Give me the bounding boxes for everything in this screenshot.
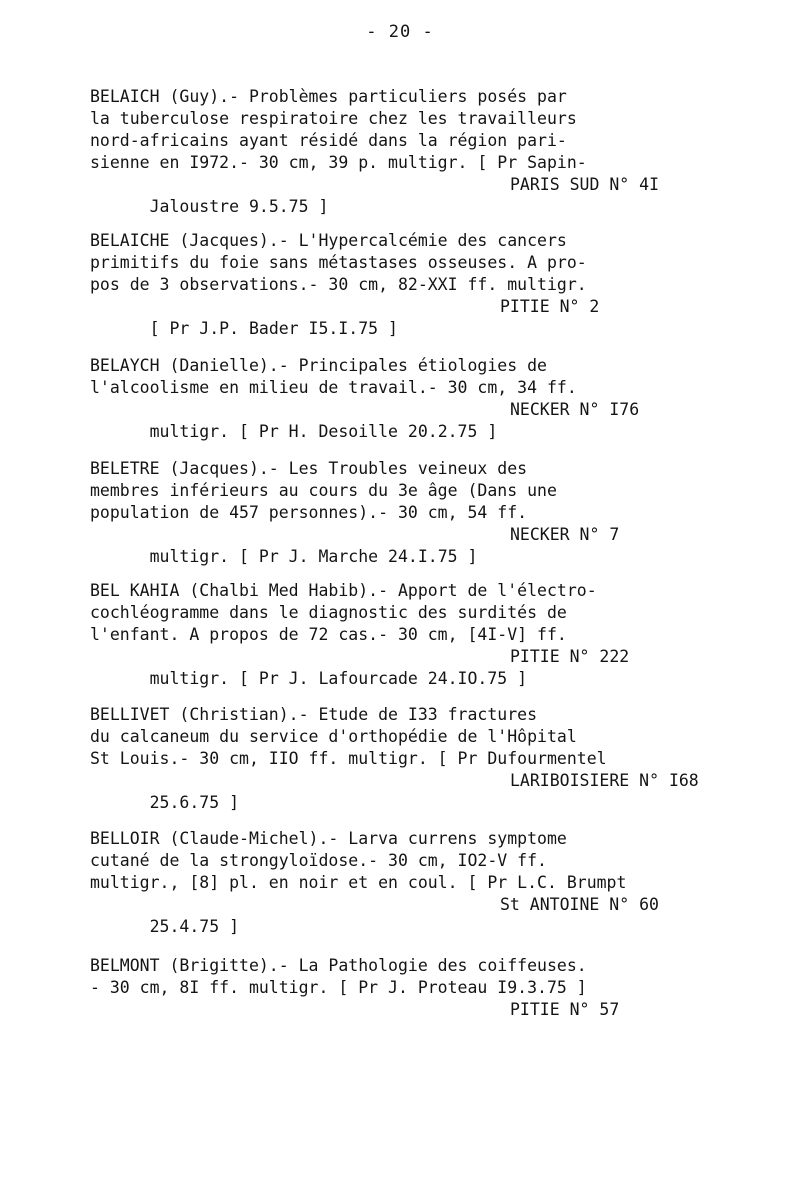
entry-location: PITIE N° 2: [500, 297, 600, 316]
entry-line: BELLIVET (Christian).- Etude de I33 fractures: [90, 705, 538, 724]
entry-location: PARIS SUD N° 4I: [510, 175, 660, 194]
entry-text: multigr. [ Pr J. Lafourcade 24.IO.75 ]: [149, 669, 528, 688]
entry-last-line: [90, 399, 730, 441]
entry-line: cochléogramme dans le diagnostic des surdités de: [90, 603, 567, 622]
entry-line: l'enfant. A propos de 72 cas.- 30 cm, [4I-V] ff.: [90, 625, 567, 644]
entry-last-line: [90, 646, 730, 688]
bibliography-entry: [90, 828, 730, 936]
entry-line: sienne en I972.- 30 cm, 39 p. multigr. [ Pr Sapin-: [90, 153, 587, 172]
entry-line: population de 457 personnes).- 30 cm, 54 ff.: [90, 503, 528, 522]
entry-line: BELMONT (Brigitte).- La Pathologie des coiffeuses.: [90, 956, 587, 975]
bibliography-entry: [90, 355, 730, 441]
entry-last-line: [90, 999, 730, 1021]
entry-line: pos de 3 observations.- 30 cm, 82-XXI ff. multigr.: [90, 275, 587, 294]
entry-line: membres inférieurs au cours du 3e âge (Dans une: [90, 481, 557, 500]
entry-text: Jaloustre 9.5.75 ]: [149, 197, 329, 216]
entry-text: [ Pr J.P. Bader I5.I.75 ]: [149, 319, 398, 338]
entry-line: nord-africains ayant résidé dans la région pari-: [90, 131, 567, 150]
entry-line: BEL KAHIA (Chalbi Med Habib).- Apport de l'électro-: [90, 581, 597, 600]
entry-location: St ANTOINE N° 60: [500, 895, 659, 914]
entry-location: LARIBOISIERE N° I68: [510, 771, 699, 790]
entry-line: multigr., [8] pl. en noir et en coul. [ Pr L.C. Brumpt: [90, 873, 627, 892]
bibliography-entry: [90, 458, 730, 566]
entry-line: BELETRE (Jacques).- Les Troubles veineux des: [90, 459, 528, 478]
bibliography-entry: [90, 580, 730, 688]
bibliography-entry: [90, 955, 730, 1021]
entry-line: BELAICH (Guy).- Problèmes particuliers posés par: [90, 87, 567, 106]
entry-line: - 30 cm, 8I ff. multigr. [ Pr J. Proteau I9.3.75 ]: [90, 978, 587, 997]
entry-last-line: [90, 770, 730, 812]
entry-text: 25.6.75 ]: [149, 793, 240, 812]
bibliography-entry: [90, 230, 730, 338]
entry-line: l'alcoolisme en milieu de travail.- 30 cm, 34 ff.: [90, 378, 577, 397]
entry-line: du calcaneum du service d'orthopédie de l'Hôpital: [90, 727, 577, 746]
page-number: - 20 -: [366, 22, 434, 42]
entry-line: la tuberculose respiratoire chez les travailleurs: [90, 109, 577, 128]
entry-line: BELLOIR (Claude-Michel).- Larva currens symptome: [90, 829, 567, 848]
entry-text: 25.4.75 ]: [149, 917, 240, 936]
entry-line: BELAICHE (Jacques).- L'Hypercalcémie des cancers: [90, 231, 567, 250]
entry-text: multigr. [ Pr J. Marche 24.I.75 ]: [149, 547, 478, 566]
entry-line: cutané de la strongyloïdose.- 30 cm, IO2-V ff.: [90, 851, 547, 870]
entry-location: NECKER N° 7: [510, 525, 620, 544]
entry-line: primitifs du foie sans métastases osseuses. A pro-: [90, 253, 587, 272]
entry-last-line: [90, 894, 730, 936]
entry-location: NECKER N° I76: [510, 400, 640, 419]
entry-line: St Louis.- 30 cm, IIO ff. multigr. [ Pr Dufourmentel: [90, 749, 607, 768]
entry-last-line: [90, 174, 730, 216]
entry-last-line: [90, 296, 730, 338]
entry-location: PITIE N° 222: [510, 647, 630, 666]
entry-location: PITIE N° 57: [510, 1000, 620, 1019]
entry-line: BELAYCH (Danielle).- Principales étiologies de: [90, 356, 547, 375]
entry-last-line: [90, 524, 730, 566]
bibliography-entry: [90, 704, 730, 812]
entry-text: multigr. [ Pr H. Desoille 20.2.75 ]: [149, 422, 498, 441]
bibliography-entry: [90, 86, 730, 216]
